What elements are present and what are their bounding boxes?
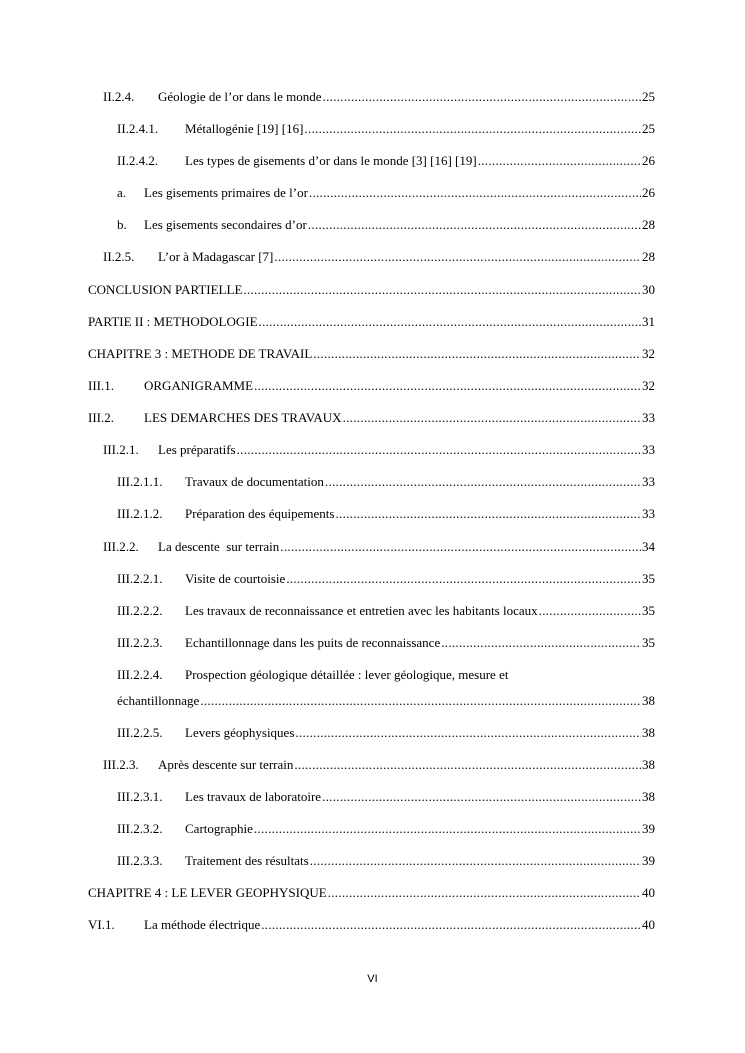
toc-entry-number: III.2.2.4. xyxy=(117,667,163,682)
dot-leader xyxy=(343,408,641,428)
toc-entry-page: 38 xyxy=(642,757,655,772)
toc-entry-page: 28 xyxy=(642,217,655,232)
toc-entry-number: III.2.1.1. xyxy=(117,474,163,489)
toc-entry xyxy=(0,87,745,107)
dot-leader xyxy=(322,787,641,807)
toc-entry-title: Levers géophysiques xyxy=(185,725,295,740)
toc-entry xyxy=(0,215,745,235)
toc-entry-title: Les travaux de reconnaissance et entretien avec les habitants locaux xyxy=(185,603,538,618)
dot-leader xyxy=(335,504,641,524)
toc-entry-title: Cartographie xyxy=(185,821,253,836)
toc-entry-number: III.2.3.2. xyxy=(117,821,163,836)
toc-entry-page: 40 xyxy=(642,917,655,932)
toc-entry xyxy=(0,665,745,685)
dot-leader xyxy=(200,691,641,711)
toc-entry-title: LES DEMARCHES DES TRAVAUX xyxy=(144,410,342,425)
toc-entry-number: III.2.3.1. xyxy=(117,789,163,804)
toc-entry-page: 34 xyxy=(642,539,655,554)
dot-leader xyxy=(478,151,641,171)
dot-leader xyxy=(243,280,641,300)
toc-entry-title: Visite de courtoisie xyxy=(185,571,286,586)
dot-leader xyxy=(539,601,641,621)
toc-entry-page: 33 xyxy=(642,442,655,457)
toc-entry-title: Les travaux de laboratoire xyxy=(185,789,322,804)
toc-entry-page: 35 xyxy=(642,571,655,586)
toc-entry-page: 32 xyxy=(642,378,655,393)
toc-entry-number: III.2.2. xyxy=(103,539,139,554)
toc-entry-page: 26 xyxy=(642,185,655,200)
toc-entry-page: 25 xyxy=(642,89,655,104)
toc-entry-title: CHAPITRE 4 : LE LEVER GEOPHYSIQUE xyxy=(88,885,327,900)
toc-entry xyxy=(0,915,745,935)
toc-entry-page: 33 xyxy=(642,506,655,521)
dot-leader xyxy=(310,851,641,871)
toc-entry-page: 33 xyxy=(642,410,655,425)
toc-entry xyxy=(0,723,745,743)
toc-entry-number: III.2.2.3. xyxy=(117,635,163,650)
dot-leader xyxy=(254,819,641,839)
toc-entry-title: La méthode électrique xyxy=(144,917,261,932)
toc-entry-page: 35 xyxy=(642,603,655,618)
toc-entry xyxy=(0,472,745,492)
dot-leader xyxy=(313,344,641,364)
toc-entry-title: CHAPITRE 3 : METHODE DE TRAVAIL xyxy=(88,346,313,361)
toc-entry-number: III.2.2.2. xyxy=(117,603,163,618)
toc-entry xyxy=(0,787,745,807)
toc-entry-title: Après descente sur terrain xyxy=(158,757,294,772)
toc-entry-page: 30 xyxy=(642,282,655,297)
toc-entry-number: II.2.4.2. xyxy=(117,153,159,168)
toc-entry-number: II.2.4. xyxy=(103,89,135,104)
toc-entry xyxy=(0,601,745,621)
toc-entry-title: Traitement des résultats xyxy=(185,853,309,868)
toc-entry-page: 26 xyxy=(642,153,655,168)
toc-entry-title: PARTIE II : METHODOLOGIE xyxy=(88,314,258,329)
toc-entry-title: Echantillonnage dans les puits de reconnaissance xyxy=(185,635,441,650)
toc-entry-number: III.2.1.2. xyxy=(117,506,163,521)
toc-entry xyxy=(0,408,745,428)
toc-entry-page: 38 xyxy=(642,693,655,708)
toc-entry-page: 32 xyxy=(642,346,655,361)
dot-leader xyxy=(441,633,641,653)
dot-leader xyxy=(308,215,641,235)
dot-leader xyxy=(295,723,641,743)
dot-leader xyxy=(328,883,641,903)
toc-entry xyxy=(0,344,745,364)
toc-entry-number: III.2.2.1. xyxy=(117,571,163,586)
toc-entry-title: Les gisements primaires de l’or xyxy=(144,185,308,200)
toc-entry xyxy=(0,755,745,775)
toc-entry xyxy=(0,504,745,524)
toc-entry xyxy=(0,633,745,653)
toc-entry xyxy=(0,537,745,557)
toc-entry-page: 39 xyxy=(642,821,655,836)
toc-entry xyxy=(0,151,745,171)
toc-entry xyxy=(0,183,745,203)
dot-leader xyxy=(261,915,641,935)
toc-entry-continuation xyxy=(0,691,745,711)
toc-entry-title: CONCLUSION PARTIELLE xyxy=(88,282,243,297)
dot-leader xyxy=(323,87,641,107)
toc-entry xyxy=(0,851,745,871)
toc-entry-number: III.2.2.5. xyxy=(117,725,163,740)
toc-entry-title-continued: échantillonnage xyxy=(117,693,200,708)
toc-entry-title: Géologie de l’or dans le monde xyxy=(158,89,322,104)
toc-entry xyxy=(0,247,745,267)
dot-leader xyxy=(274,247,641,267)
dot-leader xyxy=(304,119,641,139)
toc-entry xyxy=(0,280,745,300)
toc-entry-title: Les gisements secondaires d’or xyxy=(144,217,307,232)
toc-entry xyxy=(0,883,745,903)
toc-entry xyxy=(0,819,745,839)
toc-entry xyxy=(0,569,745,589)
dot-leader xyxy=(280,537,641,557)
toc-entry-number: b. xyxy=(117,217,127,232)
toc-entry-page: 28 xyxy=(642,249,655,264)
toc-entry-number: II.2.4.1. xyxy=(117,121,159,136)
toc-entry xyxy=(0,119,745,139)
dot-leader xyxy=(254,376,641,396)
dot-leader xyxy=(259,312,641,332)
toc-entry xyxy=(0,312,745,332)
toc-entry-number: a. xyxy=(117,185,127,200)
toc-entry xyxy=(0,376,745,396)
toc-entry-page: 35 xyxy=(642,635,655,650)
toc-entry-page: 39 xyxy=(642,853,655,868)
toc-entry-title: Travaux de documentation xyxy=(185,474,324,489)
toc-entry-page: 25 xyxy=(642,121,655,136)
toc-entry-number: III.1. xyxy=(88,378,114,393)
toc-entry-page: 31 xyxy=(642,314,655,329)
toc-entry-title: Les préparatifs xyxy=(158,442,236,457)
dot-leader xyxy=(286,569,641,589)
page-number-footer: VI xyxy=(367,973,378,985)
toc-entry-title: Prospection géologique détaillée : lever géologique, mesure et xyxy=(185,667,509,682)
toc-entry-number: III.2.3. xyxy=(103,757,139,772)
toc-entry-number: III.2. xyxy=(88,410,114,425)
toc-entry-page: 33 xyxy=(642,474,655,489)
toc-entry-number: III.2.3.3. xyxy=(117,853,163,868)
toc-entry-title: ORGANIGRAMME xyxy=(144,378,254,393)
toc-entry-title: La descente sur terrain xyxy=(158,539,280,554)
toc-entry-page: 38 xyxy=(642,725,655,740)
toc-entry-number: II.2.5. xyxy=(103,249,135,264)
toc-entry-title: Préparation des équipements xyxy=(185,506,335,521)
toc-entry-title: L’or à Madagascar [7] xyxy=(158,249,274,264)
dot-leader xyxy=(237,440,641,460)
dot-leader xyxy=(309,183,641,203)
dot-leader xyxy=(294,755,641,775)
toc-entry-page: 38 xyxy=(642,789,655,804)
toc-entry xyxy=(0,440,745,460)
dot-leader xyxy=(325,472,641,492)
toc-entry-title: Les types de gisements d’or dans le monde [3] [16] [19] xyxy=(185,153,477,168)
toc-entry-page: 40 xyxy=(642,885,655,900)
toc-entry-title: Métallogénie [19] [16] xyxy=(185,121,304,136)
toc-entry-number: VI.1. xyxy=(88,917,115,932)
toc-entry-number: III.2.1. xyxy=(103,442,139,457)
